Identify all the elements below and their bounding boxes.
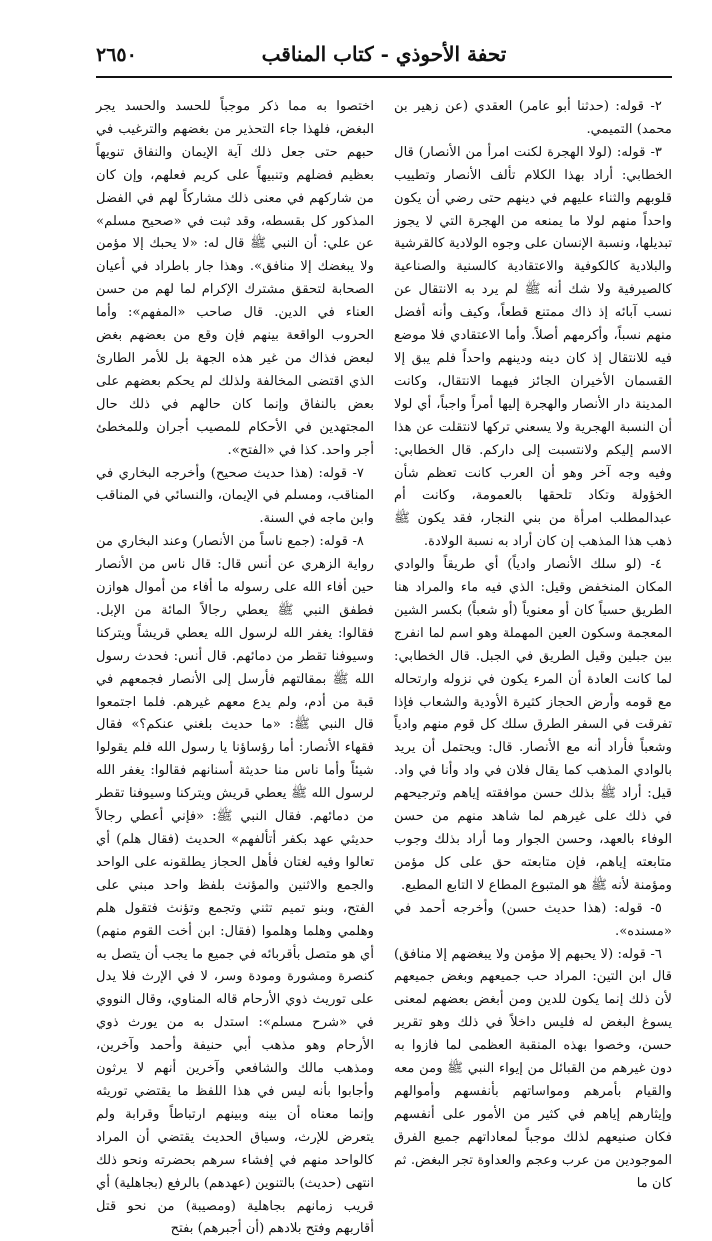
paragraph-comment-7: ٧- قوله: (هذا حديث صحيح) وأخرجه البخاري في المناقب، ومسلم في الإيمان، والنسائي في المناقب وابن ماجه في السنة. [96, 465, 374, 527]
paragraph-comment-4: ٤- (لو سلك الأنصار وادياً) أي طريقاً والوادي المكان المنخفض وقيل: الذي فيه ماء والمراد هنا الطريق حسياً كان أو معنوياً (أو شعباً) بكسر الشين المعجمة وسكون العين المهملة وهو اسم لما انفرج بين جبلين وقيل الطريق في الجبل. قال الخطابي: لما كانت العادة أن المرء يكون في نزوله وارتحاله مع قومه وأرض الحجاز كثيرة الأودية والشعاب فإذا تفرقت في السفر الطرق سلك كل قوم منهم وادياً وشعباً فأراد أنه مع الأنصار. قال: ويحتمل أن يريد بالوادي المذهب كما يقال فلان في واد وأنا في واد. قيل: أراد ﷺ بذلك حسن موافقته إياهم وترجيحهم في ذلك على غيرهم لما شاهد منهم من حسن الوفاء بالعهد، وحسن الجوار وما أراد بذلك وجوب متابعته إياهم، فإن متابعته حق على كل مؤمن ومؤمنة لأنه ﷺ هو المتبوع المطاع لا التابع المطيع. [394, 557, 672, 893]
running-title: تحفة الأحوذي - كتاب المناقب [261, 42, 507, 66]
paragraph-comment-6: ٦- قوله: (لا يحبهم إلا مؤمن ولا يبغضهم إلا منافق) قال ابن التين: المراد حب جميعهم وبغض جميعهم لأن ذلك إنما يكون للدين ومن أبغض بعضهم لمعنى يسوغ البغض له فليس داخلاً في ذلك وهو تقرير حسن، وخصوا بهذه المنقبة العظمى لما فازوا به دون غيرهم من القبائل من إيواء النبي ﷺ ومن معه والقيام بأمرهم ومواساتهم بأنفسهم وأموالهم وإيثارهم إياهم في كثير من الأمور على أنفسهم فكان صنيعهم لذلك موجباً لمعاداتهم جميع الفرق الموجودين من عرب وعجم والعداوة تجر البغض. ثم كان ما [394, 946, 672, 1191]
right-column [394, 96, 672, 1191]
paragraph-comment-2: ٢- قوله: (حدثنا أبو عامر) العقدي (عن زهير بن محمد) التميمي. [394, 99, 672, 137]
paragraph-comment-3: ٣- قوله: (لولا الهجرة لكنت امرأ من الأنصار) قال الخطابي: أراد بهذا الكلام تألف الأنصار وتطييب قلوبهم والثناء عليهم في دينهم حتى رضي أن يكون واحداً منهم لولا ما يمنعه من الهجرة التي لا يجوز تبديلها، ونسبة الإنسان على وجوه الولادية كالقرشية والبلادية كالكوفية والاعتقادية كالسنية والصناعية كالصيرفية ولا شك أنه ﷺ لم يرد به الانتقال عن نسب آبائه إذ ذاك ممتنع قطعاً، وكيف وأنه أفضل منهم نسباً، وأكرمهم أصلاً. وأما الاعتقادي فلا موضع فيه للانتقال إذ كان دينه ودينهم واحداً فلم يبق إلا القسمان الأخيران الجائز فيهما الانتقال، وكانت المدينة دار الأنصار والهجرة إليها أمراً واجباً، أي لولا أن النسبة الهجرية ولا يسعني تركها لانتقلت عن هذا الاسم إليكم ولانتسبت إلى داركم. قال الخطابي: وفيه وجه آخر وهو أن العرب كانت تعظم شأن الخؤولة وتكاد تلحقها بالعمومة، وكانت أم عبدالمطلب امرأة من بني النجار، فقد يكون ﷺ ذهب هذا المذهب إن كان أراد به نسبة الولادة. [394, 144, 672, 550]
page-number: ٢٦٥٠ [96, 44, 137, 66]
paragraph-continuation: اختصوا به مما ذكر موجباً للحسد والحسد يجر البغض، فلهذا جاء التحذير من بغضهم والترغيب في حبهم حتى جعل ذلك آية الإيمان والنفاق تنويهاً بعظيم فضلهم وتنبيهاً على كريم فعلهم، وإن كان من شاركهم في معنى ذلك مشاركاً لهم في الفضل المذكور كل بقسطه، وقد ثبت في «صحيح مسلم» عن علي: أن النبي ﷺ قال له: «لا يحبك إلا مؤمن ولا يبغضك إلا منافق». وهذا جار باطراد في أعيان الصحابة لتحقق مشترك الإكرام لما لهم من حسن العناء في الدين. قال صاحب «المفهم»: وأما الحروب الواقعة بينهم فإن وقع من بعضهم بغض لبعض فذاك من غير هذه الجهة بل للأمر الطارئ الذي اقتضى المخالفة ولذلك لم يحكم بعضهم على بعض بالنفاق وإنما كان حالهم في ذلك حال المجتهدين في الأحكام للمصيب أجران وللمخطئ أجر واحد. كذا في «الفتح». [96, 99, 374, 458]
left-column [96, 96, 374, 1237]
page-header [96, 40, 672, 78]
text-columns [96, 96, 672, 1237]
paragraph-comment-5: ٥- قوله: (هذا حديث حسن) وأخرجه أحمد في «مسنده». [394, 900, 672, 939]
paragraph-comment-8: ٨- قوله: (جمع ناساً من الأنصار) وعند البخاري من رواية الزهري عن أنس قال: قال ناس من الأنصار حين أفاء الله على رسوله ما أفاء من أموال هوازن فطفق النبي ﷺ يعطي رجالاً المائة من الإبل. فقالوا: يغفر الله لرسول الله يعطي قريشاً ويتركنا وسيوفنا تقطر من دمائهم. قال أنس: فحدث رسول الله ﷺ بمقالتهم فأرسل إلى الأنصار فجمعهم في قبة من أدم، ولم يدع معهم غيرهم. فلما اجتمعوا قال النبي ﷺ: «ما حديث بلغني عنكم؟» فقال فقهاء الأنصار: أما رؤساؤنا يا رسول الله فلم يقولوا شيئاً وأما ناس منا حديثة أسنانهم فقالوا: يغفر الله لرسول الله ﷺ يعطي قريش ويتركنا وسيوفنا تقطر من دمائهم. فقال النبي ﷺ: «فإني أعطي رجالاً حديثي عهد بكفر أتألفهم» الحديث (فقال هلم) أي تعالوا وفيه لغتان فأهل الحجاز يطلقونه على الواحد والجمع والاثنين والمؤنث بلفظ واحد مبني على الفتح، وبنو تميم تثني وتجمع وتؤنث فتقول هلم وهلمي وهلما وهلموا (فقال: ابن أخت القوم منهم) أي هو متصل بأقربائه في جميع ما يجب أن يتصل به كنصرة ومشورة ومودة وسر، لا في الإرث فلا يدل على توريث ذوي الأرحام قاله المناوي، وقال النووي في «شرح مسلم»: استدل به من يورث ذوي الأرحام وهو مذهب أبي حنيفة وأحمد وآخرين، ومذهب مالك والشافعي وآخرين أنهم لا يرثون وأجابوا بأنه ليس في هذا اللفظ ما يقتضي توريثه وإنما معناه أن بينه وبينهم ارتباطاً وقرابة ولم يتعرض للإرث، وسياق الحديث يقتضي أن المراد كالواحد منهم في إفشاء سرهم بحضرته ونحو ذلك انتهى (حديث) بالتنوين (عهدهم) بالرفع (بجاهلية) أي قريب زمانهم بجاهلية (ومصيبة) من نحو قتل أقاربهم وفتح بلادهم (أن أجبرهم) بفتح [96, 534, 374, 1237]
